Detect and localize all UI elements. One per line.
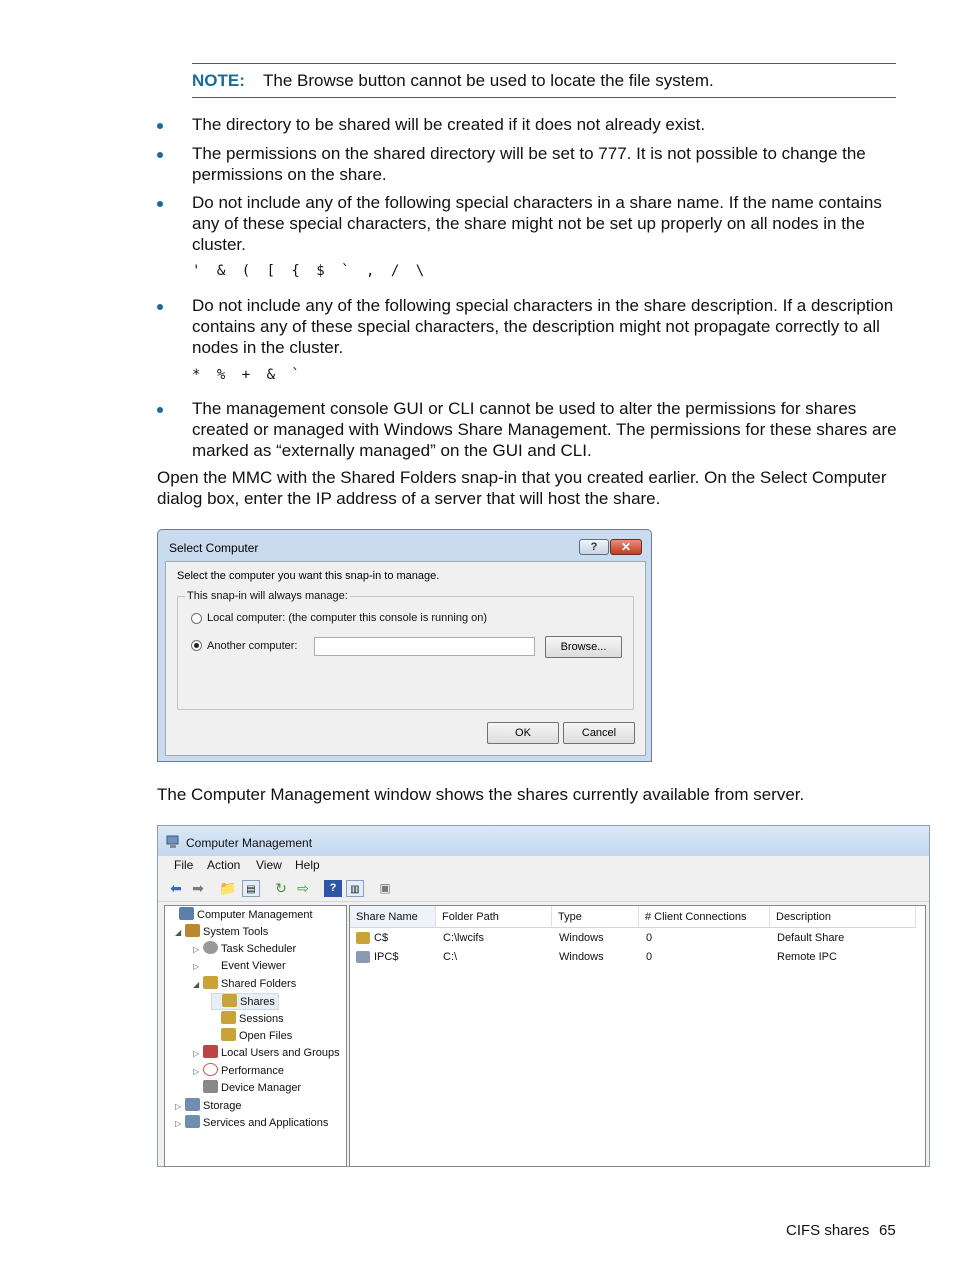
tree-item-services-and-applications[interactable] <box>175 1115 328 1132</box>
cell-share-name: IPC$ <box>374 951 399 963</box>
cell-description: Default Share <box>777 932 845 944</box>
footer-page-number: 65 <box>879 1222 896 1239</box>
tree-item-label: Device Manager <box>221 1082 302 1094</box>
menu-action[interactable]: Action <box>207 858 241 872</box>
shared-folder-icon <box>203 976 218 989</box>
tree-item-label: Open Files <box>239 1030 293 1042</box>
show-hide-action-pane-icon[interactable]: ▥ <box>346 880 364 897</box>
menu-view[interactable]: View <box>256 858 282 872</box>
column-client-connections[interactable]: # Client Connections <box>639 906 770 928</box>
refresh-icon[interactable]: ↻ <box>275 880 287 896</box>
open-files-icon <box>221 1028 236 1041</box>
computer-management-icon <box>166 835 181 849</box>
tree-twisty[interactable]: ▷ <box>193 962 200 971</box>
snapin-manage-group <box>177 590 634 710</box>
forward-arrow-icon[interactable]: ➡ <box>192 880 204 896</box>
column-description[interactable]: Description <box>770 906 916 928</box>
tree-item-label: Shared Folders <box>221 978 297 990</box>
bullet-text: Do not include any of the following special characters in the share description. If a description contains any of these special characters, the description might not propagate correctly to all nodes in the cluster. <box>192 296 894 357</box>
tree-twisty[interactable]: ▷ <box>175 1102 182 1111</box>
tree-item-label: Sessions <box>239 1013 284 1025</box>
note-text: The Browse button cannot be used to locate the file system. <box>263 71 714 90</box>
shares-icon <box>222 994 237 1007</box>
cell-client-connections: 0 <box>646 951 653 963</box>
special-chars-description: * % + & ` <box>192 367 304 383</box>
bullet-marker <box>157 401 167 411</box>
cancel-button[interactable]: Cancel <box>563 722 635 744</box>
tree-item-label: System Tools <box>203 926 269 938</box>
tree-twisty[interactable]: ▷ <box>193 1049 200 1058</box>
tree-twisty[interactable]: ▷ <box>193 945 200 954</box>
menu-help[interactable]: Help <box>295 858 320 872</box>
help-icon[interactable]: ? <box>324 880 342 897</box>
tree-item-open-files[interactable] <box>211 1028 292 1045</box>
device-manager-icon <box>203 1080 218 1093</box>
menu-bar <box>158 856 929 876</box>
column-type[interactable]: Type <box>552 906 639 928</box>
footer-section-name: CIFS shares <box>786 1222 870 1239</box>
services-icon <box>185 1115 200 1128</box>
tree-item-label: Local Users and Groups <box>221 1047 340 1059</box>
cell-client-connections: 0 <box>646 932 653 944</box>
window-titlebar <box>158 826 929 856</box>
ok-button[interactable]: OK <box>487 722 559 744</box>
note-box <box>192 63 896 98</box>
local-computer-radio[interactable] <box>191 613 202 624</box>
dialog-prompt: Select the computer you want this snap-in to manage. <box>177 570 440 582</box>
paragraph-mmc: Open the MMC with the Shared Folders snap-in that you created earlier. On the Select Computer dialog box, enter the IP address of a server that will host the share. <box>157 468 887 508</box>
window-title: Computer Management <box>186 836 313 850</box>
ipc-share-icon <box>356 951 370 963</box>
tree-item-sessions[interactable] <box>211 1011 284 1028</box>
shares-list <box>349 905 926 1167</box>
tree-item-label: Services and Applications <box>203 1117 329 1129</box>
special-chars-share-name: ' & ( [ { $ ` , / \ <box>192 263 429 279</box>
performance-icon <box>203 1063 218 1076</box>
navigation-tree <box>164 905 347 1167</box>
bullet-marker <box>157 195 167 205</box>
tree-item-system-tools[interactable] <box>175 924 268 941</box>
event-viewer-icon <box>203 958 218 971</box>
tree-item-label: Task Scheduler <box>221 943 297 955</box>
computer-icon <box>179 907 194 920</box>
bullet-text: The permissions on the shared directory will be set to 777. It is not possible to change the permissions on the share. <box>192 144 866 184</box>
tree-item-computer-management[interactable] <box>169 907 313 924</box>
share-icon <box>356 932 370 944</box>
share-folder-icon[interactable]: ▣ <box>379 881 391 895</box>
export-list-icon[interactable]: ⇨ <box>297 880 309 896</box>
back-arrow-icon[interactable]: ⬅ <box>170 880 182 896</box>
browse-button[interactable]: Browse... <box>545 636 622 658</box>
toolbar <box>158 876 929 902</box>
bullet-marker <box>157 146 167 156</box>
bullet-marker <box>157 117 167 127</box>
dialog-title: Select Computer <box>169 541 259 555</box>
show-hide-tree-icon[interactable]: ▤ <box>242 880 260 897</box>
tree-item-performance[interactable] <box>193 1063 284 1080</box>
another-computer-input[interactable] <box>314 637 535 656</box>
help-button[interactable]: ? <box>579 539 609 555</box>
tree-item-label: Performance <box>221 1065 284 1077</box>
tree-item-shared-folders[interactable] <box>193 976 296 993</box>
users-icon <box>203 1045 218 1058</box>
menu-file[interactable]: File <box>174 858 194 872</box>
bullet-text: The directory to be shared will be created if it does not already exist. <box>192 115 706 134</box>
tree-item-label: Storage <box>203 1100 242 1112</box>
sessions-icon <box>221 1011 236 1024</box>
cell-description: Remote IPC <box>777 951 837 963</box>
up-folder-icon[interactable]: 📁 <box>219 880 237 896</box>
tree-twisty[interactable]: ▷ <box>193 1067 200 1076</box>
bullet-text: Do not include any of the following special characters in a share name. If the name contains any of these special characters, the share might not be set up properly on all nodes in the cluster. <box>192 193 882 254</box>
cell-share-name: C$ <box>374 932 389 944</box>
clock-icon <box>203 941 218 954</box>
tree-item-device-manager[interactable] <box>193 1080 301 1097</box>
tree-item-local-users-and-groups[interactable] <box>193 1045 340 1062</box>
tree-twisty[interactable]: ◢ <box>193 980 200 989</box>
tree-twisty[interactable]: ▷ <box>175 1119 182 1128</box>
tree-item-label: Computer Management <box>197 909 313 921</box>
tree-item-shares[interactable] <box>211 993 279 1010</box>
tree-item-label: Event Viewer <box>221 960 286 972</box>
note-label: NOTE: <box>192 71 245 90</box>
tools-icon <box>185 924 200 937</box>
dialog-client-area <box>165 561 646 756</box>
tree-twisty[interactable]: ◢ <box>175 928 182 937</box>
computer-management-window <box>157 825 930 1167</box>
tree-item-label: Shares <box>240 996 275 1008</box>
close-button[interactable]: ✕ <box>610 539 642 555</box>
another-computer-radio[interactable] <box>191 640 202 651</box>
column-folder-path[interactable]: Folder Path <box>436 906 552 928</box>
cell-type: Windows <box>559 951 604 963</box>
another-computer-label: Another computer: <box>207 640 298 652</box>
storage-icon <box>185 1098 200 1111</box>
local-computer-label: Local computer: (the computer this console is running on) <box>207 612 488 624</box>
cell-folder-path: C:\ <box>443 951 458 963</box>
paragraph-computer-management: The Computer Management window shows the shares currently available from server. <box>157 785 805 804</box>
bullet-marker <box>157 298 167 308</box>
tree-item-task-scheduler[interactable] <box>193 941 296 958</box>
cell-folder-path: C:\lwcifs <box>443 932 484 944</box>
tree-item-event-viewer[interactable] <box>193 958 286 975</box>
bullet-text: The management console GUI or CLI cannot be used to alter the permissions for shares created or managed with Windows Share Management. The permissions for these shares are marked as “externally managed” on the GUI and CLI. <box>192 399 897 460</box>
tree-item-storage[interactable] <box>175 1098 242 1115</box>
group-legend: This snap-in will always manage: <box>187 590 348 602</box>
column-share-name[interactable]: Share Name <box>350 906 436 928</box>
cell-type: Windows <box>559 932 604 944</box>
select-computer-dialog <box>157 529 652 762</box>
